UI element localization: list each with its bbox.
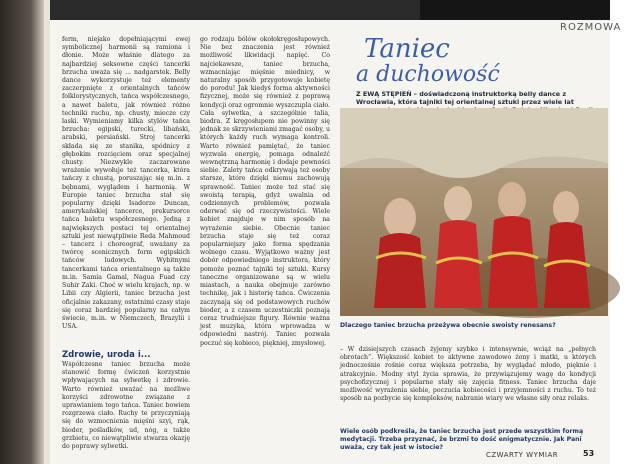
page-margin	[610, 0, 638, 464]
right-column-text: – W dzisiejszych czasach żyjemy szybko i intensywnie, wciąż na „pełnych obrotach”. Większość kobiet to aktywne zawodowo żony i matki, u których jednocześnie rośnie coraz większa potrzeba, by wyglądać młodo, pięknie i atrakcyjnie. Modny styl życia sprawia, że przywiązujemy wagę do kondycji psychofizycznej i popularne stały się zajęcia fitness. Taniec brzucha daje możliwość wyrażenia siebie, poczucia kobiecości i przyjemności z ruchu. To też sposób na pozbycie się kompleksów, nabranie wiary we własne siły oraz relaks.	[340, 346, 596, 403]
left-column-bottom-text: Współczesne taniec brzucha może stanowić formę ćwiczeń korzystnie wpływających na sylwetkę i zdrowie. Warto również uważać na możliwe korzyści zdrowotne związane z uprawianiem tego tańca. Taniec bowiem rozgrzewa ciało. Ruchy te przyczyniają się do wzmocnienia mięśni szyi, rąk, bioder, pośladków, ud, nóg, a także grzbietu, co niewątpliwie stwarza okazję do poprawy sylwetki.	[62, 361, 190, 451]
subheading: Zdrowie, uroda i...	[62, 350, 151, 360]
article-title-line2: a duchowość	[356, 62, 500, 87]
middle-column-text: go rodzaju bólów okołokręgosłupowych. Nie bez znaczenia jest również możliwość likwidacji napięć. Co najciekawsze, taniec brzucha, wzmacniając mięśnie miednicy, w naturalny sposób przygotowuje kobietę do porodu! Jak kiedyś forma aktywności fizycznej, może się również z poprawą kondycji oraz ogromnie wyszczupla ciało. Cała sylwetka, a szczególnie talia, biodra. Z kręgosłupem nie powinny się jednak ze skrzywieniami zmagać osoby, u których każdy ruch wymaga kontroli. Warto również pamiętać, że taniec wyzwala energię, pomaga odnaleźć wewnętrzną harmonię i dodaje pewności siebie. Zalety tańca odkrywają też osoby starsze, które dzięki niemu zachowują sprawność. Taniec może też stać się swoistą terapią, gdyż uwalnia od codziennych problemów, pozwala oderwać się od rzeczywistości. Wiele kobiet znajduje w nim sposób na wyrażenie siebie. Obecnie taniec brzucha staje się też coraz popularniejszy jako forma spędzania wolnego czasu. Wyjątkowo ważny jest dobór odpowiedniego instruktora, który pomoże poznać tajniki tej sztuki. Kursy taneczne organizowane są w wielu miastach, a nauka obejmuje zarówno technikę, jak i historię tańca. Ćwiczenia zaczynają się od podstawowych ruchów bioder, a z czasem uczestniczki poznają coraz trudniejsze figury. Równie ważna jest muzyka, która wprowadza w odpowiedni nastrój. Taniec pozwala poczuć się kobieco, piękniej, zmysłowej.	[200, 36, 330, 347]
page-number: 53	[583, 449, 595, 458]
pullquote-question: Wiele osób podkreśla, że taniec brzucha jest przede wszystkim formą medytacji. Trzeba przyznać, że brzmi to dość enigmatycznie. Jak Pani uważa, czy tak jest w istocie?	[340, 428, 584, 451]
page-top-edge-dark	[420, 0, 610, 20]
left-column-text: ferm, niejako dopełniającymi ewej symbolicznej harmonii są ramiona i dłonie. Może właśnie dlatego za najbardziej seksowne części tancerki brzucha uważa się ... nadgarstek. Belly dance wykorzystuje też elementy zaczerpnięte z orientalnych tańców folklorystycznych, tańca współczesnego, a nawet baletu, jak również różne techniki ruchu, np. chusty, miecze czy laski. Wymieniamy kilka stylów tańca brzucha: egipski, turecki, libański, arabski, persiański. Stroj tancerki składa się ze stanika, spódnicy z głębokim rozcięciem oraz specjalnej chusty. Niezwykle zaczarowane wrażenie wywołuje też tancerka, która tańczy z chustą, poruszając się m.in. z bębnami, wyglądem i harmonią. W Europie taniec brzucha stał się popularny dzięki Isadorze Duncan, amerykańskiej tancerce, prekursorce tańca baletu współczesnego. Jedną z największych postaci tej orientalnej sztuki jest niewątpliwie Reda Mahmoud – tancerz i choreograf, uważany za twórcę scenicznych form egipskich tańców ludowych. Wybitnymi tancerkami tańca orientalnego są także m.in. Samia Gamal, Nagua Fuad czy Suhir Zaki. Choć w wielu krajach, np. w Libii czy Algierii, taniec brzucha jest oficjalnie zakazany, ostatnimi czasy staje się coraz bardziej popularny na całym świecie, m.in. w Niemczech, Brazylii i USA.	[62, 36, 190, 331]
magazine-name: CZWARTY WYMIAR	[486, 451, 559, 459]
photo-caption-question: Dlaczego taniec brzucha przeżywa obecnie swoisty renesans?	[340, 322, 556, 329]
section-label: ROZMOWA	[560, 22, 622, 33]
photo-illustration	[340, 108, 608, 316]
article-title-line1: Taniec	[364, 34, 450, 64]
dark-background	[0, 0, 44, 464]
article-lead: Z EWĄ STĘPIEŃ – doświadczoną instruktorką belly dance z Wrocławia, która tajniki tej orientalnej sztuki przez wiele lat	[356, 90, 574, 106]
dancers-photo	[340, 108, 608, 316]
